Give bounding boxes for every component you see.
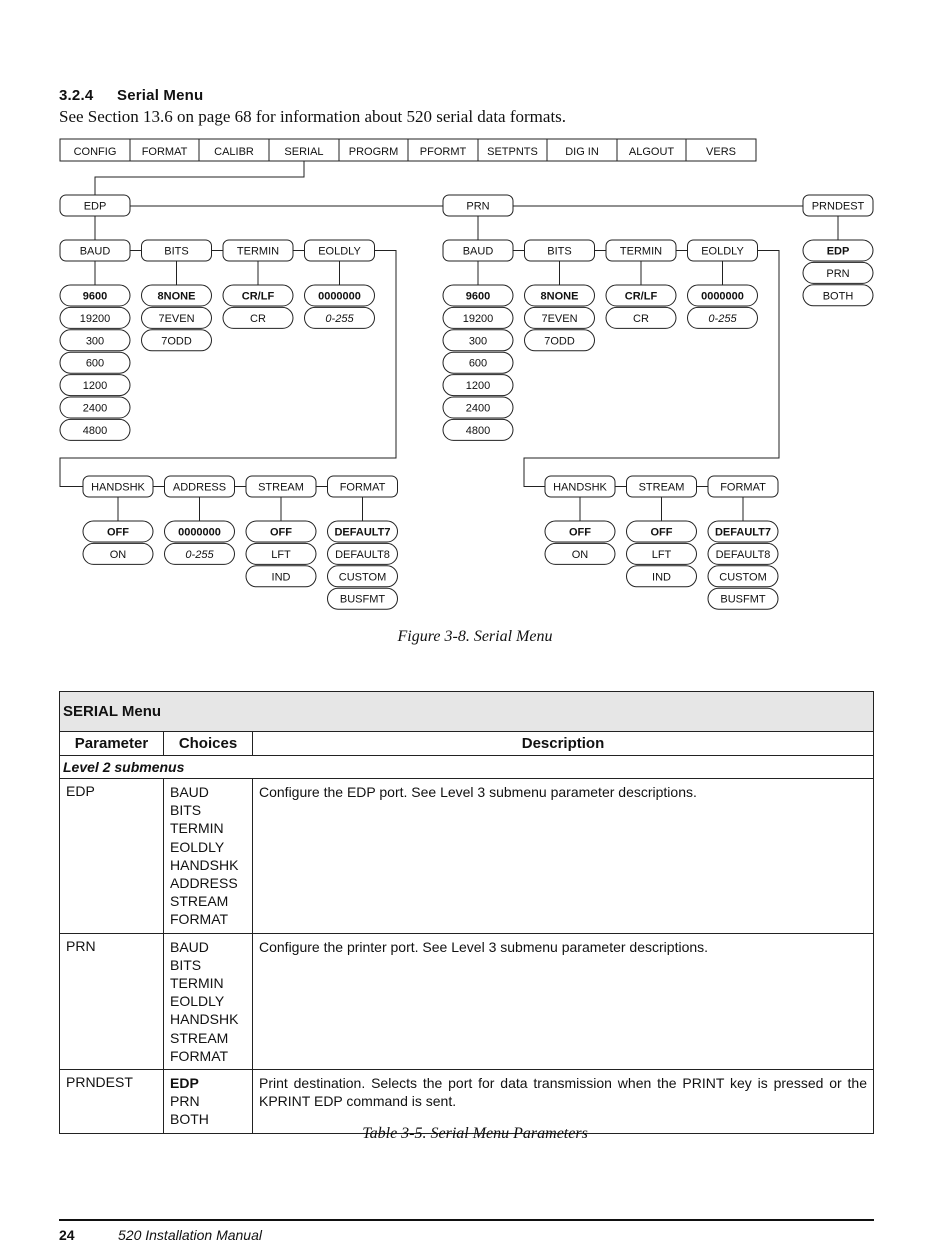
top-menu-item-label: ALGOUT (628, 146, 675, 158)
parameter-cell: EDP (60, 779, 164, 934)
menu-choice[interactable] (83, 521, 153, 542)
submenu-node-label: BITS (164, 245, 189, 258)
menu-choice-label: OFF (650, 526, 673, 539)
menu-choice-label: 7ODD (161, 335, 192, 348)
menu-choice-label: 2400 (465, 402, 491, 415)
top-menu-item[interactable] (617, 139, 686, 161)
submenu-node-label: HANDSHK (553, 481, 607, 494)
menu-choice-label: 0-255 (325, 312, 354, 325)
submenu-node-label: STREAM (258, 481, 304, 494)
top-menu-item-label: CALIBR (214, 146, 254, 158)
menu-choice-label: 0-255 (185, 548, 214, 561)
connector-line (95, 161, 304, 195)
menu-choice[interactable] (545, 543, 615, 564)
menu-choice[interactable] (688, 285, 758, 306)
submenu-node[interactable] (708, 476, 778, 497)
menu-choice-label: DEFAULT8 (715, 548, 771, 561)
menu-choice-label: LFT (651, 548, 672, 561)
menu-choice[interactable] (443, 419, 513, 440)
menu-choice-label: 7EVEN (541, 312, 578, 325)
top-menu-item[interactable] (339, 139, 408, 161)
choice-item: EOLDLY (170, 993, 225, 1010)
menu-choice-label: 4800 (465, 424, 491, 437)
submenu-node[interactable] (305, 240, 375, 261)
menu-choice[interactable] (328, 521, 398, 542)
choices-cell (164, 779, 253, 934)
menu-choice-label: 9600 (82, 290, 108, 303)
menu-choice-label: OFF (107, 526, 129, 539)
top-menu-item[interactable] (547, 139, 617, 161)
submenu-node[interactable] (627, 476, 697, 497)
top-menu-item-label: SETPNTS (487, 146, 538, 158)
column-header-choices: Choices (164, 732, 253, 756)
submenu-node[interactable] (60, 240, 130, 261)
menu-choice-label: 7ODD (544, 335, 575, 348)
menu-choice[interactable] (223, 307, 293, 328)
top-menu-item[interactable] (269, 139, 339, 161)
choice-item: TERMIN (170, 975, 224, 992)
choice-item: EOLDLY (170, 838, 225, 855)
serial-menu-table (59, 691, 874, 1134)
choice-item: ADDRESS (170, 875, 238, 892)
menu-choice-label: 300 (468, 335, 488, 348)
menu-choice-label: IND (652, 571, 671, 584)
table-caption: Table 3-5. Serial Menu Parameters (362, 1125, 588, 1142)
menu-choice[interactable] (443, 285, 513, 306)
edp-node[interactable] (60, 195, 130, 216)
top-menu-item-label: DIG IN (565, 146, 599, 158)
choice-item: STREAM (170, 893, 229, 910)
submenu-node[interactable] (142, 240, 212, 261)
menu-choice-label: OFF (270, 526, 292, 539)
menu-choice-label: 0000000 (701, 290, 744, 303)
submenu-node-label: EOLDLY (318, 245, 361, 258)
menu-choice[interactable] (246, 566, 316, 587)
menu-choice-label: DEFAULT8 (335, 548, 390, 561)
menu-choice[interactable] (60, 375, 130, 396)
choices-cell (164, 933, 253, 1069)
submenu-node[interactable] (606, 240, 676, 261)
menu-choice-label: 600 (468, 357, 488, 370)
top-menu-item[interactable] (130, 139, 199, 161)
choice-item: FORMAT (170, 911, 229, 928)
menu-choice-label: DEFAULT7 (714, 526, 772, 539)
table-title: SERIAL Menu (60, 692, 874, 732)
submenu-node-label: BAUD (462, 245, 494, 258)
menu-choice[interactable] (525, 285, 595, 306)
menu-choice-label: 19200 (79, 312, 111, 325)
table-body (60, 779, 874, 1134)
menu-choice-label: IND (271, 571, 291, 584)
parameter-cell: PRNDEST (60, 1070, 164, 1134)
submenu-node[interactable] (246, 476, 316, 497)
menu-choice[interactable] (545, 521, 615, 542)
menu-choice[interactable] (223, 285, 293, 306)
menu-choice[interactable] (328, 588, 398, 609)
top-menu-item-label: CONFIG (73, 146, 117, 158)
menu-choice-label: LFT (271, 548, 291, 561)
column-header-parameter: Parameter (60, 732, 164, 756)
menu-choice-label: CR/LF (241, 290, 275, 303)
menu-choice-label: 8NONE (157, 290, 196, 303)
menu-choice-label: OFF (569, 526, 591, 539)
menu-choice[interactable] (525, 330, 595, 351)
parameter-cell: PRN (60, 933, 164, 1069)
choice-item: HANDSHK (170, 856, 239, 873)
menu-choice[interactable] (60, 307, 130, 328)
submenu-node-label: EOLDLY (701, 245, 744, 258)
top-menu-item-label: PROGRM (348, 146, 399, 158)
choices-list (170, 938, 246, 1065)
top-menu-item-label: VERS (706, 146, 736, 158)
menu-choice-label: CUSTOM (338, 571, 387, 584)
menu-choice[interactable] (328, 543, 398, 564)
choice-item: EDP (170, 1075, 199, 1092)
column-header-description: Description (253, 732, 874, 756)
menu-choice[interactable] (165, 521, 235, 542)
menu-choice[interactable] (60, 285, 130, 306)
menu-choice[interactable] (142, 285, 212, 306)
submenu-node-label: ADDRESS (172, 481, 227, 494)
submenu-node[interactable] (83, 476, 153, 497)
menu-choice-label: 1200 (82, 380, 108, 393)
choice-item: BAUD (170, 784, 209, 800)
menu-choice-label: PRN (826, 267, 850, 280)
menu-choice-label: EDP (826, 245, 850, 258)
menu-choice[interactable] (627, 521, 697, 542)
submenu-node-label: TERMIN (619, 245, 663, 258)
submenu-node[interactable] (688, 240, 758, 261)
top-menu-item[interactable] (408, 139, 478, 161)
menu-choice[interactable] (443, 352, 513, 373)
menu-choice-label: BUSFMT (339, 593, 386, 606)
menu-choice[interactable] (328, 566, 398, 587)
menu-choice[interactable] (60, 352, 130, 373)
submenu-node[interactable] (545, 476, 615, 497)
menu-choice-label: 19200 (462, 312, 494, 325)
choice-item: HANDSHK (170, 1011, 239, 1028)
menu-choice-label: 0000000 (178, 526, 221, 539)
submenu-node[interactable] (443, 240, 513, 261)
menu-choice-label: ON (571, 548, 589, 561)
top-menu-item-label: FORMAT (141, 146, 188, 158)
submenu-node-label: FORMAT (339, 481, 386, 494)
menu-choice-label: 600 (85, 357, 105, 370)
menu-choice[interactable] (803, 285, 873, 306)
menu-choice[interactable] (246, 521, 316, 542)
menu-choice-label: BUSFMT (720, 593, 766, 606)
choices-list (170, 1074, 246, 1129)
top-menu-item[interactable] (478, 139, 547, 161)
menu-choice-label: 7EVEN (158, 312, 195, 325)
choice-item: BAUD (170, 938, 209, 955)
menu-choice[interactable] (443, 375, 513, 396)
choice-item: BOTH (170, 1111, 209, 1128)
menu-choice[interactable] (165, 543, 235, 564)
choice-item: TERMIN (170, 820, 224, 837)
menu-choice[interactable] (688, 307, 758, 328)
choices-list (170, 783, 246, 929)
submenu-node-label: HANDSHK (91, 481, 145, 494)
submenu-node-label: FORMAT (720, 481, 766, 494)
menu-choice-label: CR/LF (624, 290, 658, 303)
submenu-node[interactable] (165, 476, 235, 497)
menu-choice-label: 4800 (82, 424, 108, 437)
menu-choice-label: CR (250, 312, 266, 325)
menu-choice-label: 300 (85, 335, 105, 348)
menu-choice[interactable] (606, 285, 676, 306)
menu-choice[interactable] (803, 262, 873, 283)
menu-choice[interactable] (443, 307, 513, 328)
menu-choice-label: 0000000 (318, 290, 361, 303)
top-menu-item-label: SERIAL (284, 146, 324, 158)
prn-node-label: PRN (466, 200, 490, 213)
choice-item: BITS (170, 956, 202, 973)
figure-caption: Figure 3-8. Serial Menu (397, 628, 553, 645)
menu-choice-label: BOTH (822, 290, 854, 303)
menu-choice[interactable] (525, 307, 595, 328)
menu-choice[interactable] (142, 307, 212, 328)
prndest-node-label: PRNDEST (811, 200, 865, 213)
menu-choice-label: 9600 (465, 290, 491, 303)
choice-item: STREAM (170, 1029, 229, 1046)
choice-item: PRN (170, 1093, 200, 1110)
menu-choice-label: 1200 (465, 380, 491, 393)
page-number: 24 (59, 1227, 75, 1243)
section-title: Serial Menu (117, 87, 204, 104)
description-cell: Print destination. Selects the port for data transmission when the PRINT key is pressed or the KPRINT EDP command is sent. (253, 1070, 874, 1134)
table-row (60, 933, 874, 1069)
menu-choice[interactable] (606, 307, 676, 328)
prn-node[interactable] (443, 195, 513, 216)
menu-choice-label: 2400 (82, 402, 108, 415)
menu-choice-label: CR (633, 312, 649, 325)
edp-node-label: EDP (83, 200, 107, 213)
top-menu-item-label: PFORMT (419, 146, 467, 158)
intro-paragraph: See Section 13.6 on page 68 for information about 520 serial data formats. (59, 107, 567, 126)
description-cell: Configure the printer port. See Level 3 submenu parameter descriptions. (253, 933, 874, 1069)
menu-choice[interactable] (708, 566, 778, 587)
serial-menu-diagram (0, 0, 950, 620)
menu-choice[interactable] (708, 543, 778, 564)
submenu-node[interactable] (525, 240, 595, 261)
submenu-node-label: STREAM (638, 481, 685, 494)
menu-choice[interactable] (83, 543, 153, 564)
table-row (60, 779, 874, 934)
menu-choice[interactable] (627, 566, 697, 587)
manual-title: 520 Installation Manual (118, 1227, 262, 1243)
menu-choice[interactable] (443, 397, 513, 418)
choices-cell (164, 1070, 253, 1134)
level-label: Level 2 submenus (60, 756, 874, 779)
prndest-node[interactable] (803, 195, 873, 216)
menu-choice-label: DEFAULT7 (334, 526, 391, 539)
menu-choice[interactable] (60, 330, 130, 351)
menu-choice-label: 0-255 (708, 312, 737, 325)
menu-choice[interactable] (305, 285, 375, 306)
description-cell: Configure the EDP port. See Level 3 submenu parameter descriptions. (253, 779, 874, 934)
menu-choice[interactable] (246, 543, 316, 564)
table-row (60, 1070, 874, 1134)
submenu-node-label: BAUD (79, 245, 111, 258)
menu-choice[interactable] (443, 330, 513, 351)
choice-item: FORMAT (170, 1047, 229, 1064)
menu-choice-label: 8NONE (540, 290, 579, 303)
submenu-node[interactable] (223, 240, 293, 261)
top-menu-item[interactable] (686, 139, 756, 161)
section-number: 3.2.4 (59, 87, 94, 104)
menu-choice-label: CUSTOM (719, 571, 767, 584)
menu-choice[interactable] (60, 419, 130, 440)
menu-choice[interactable] (627, 543, 697, 564)
menu-choice[interactable] (803, 240, 873, 261)
top-menu-item[interactable] (60, 139, 130, 161)
submenu-node-label: BITS (547, 245, 572, 258)
menu-choice[interactable] (60, 397, 130, 418)
menu-choice[interactable] (305, 307, 375, 328)
submenu-node-label: TERMIN (236, 245, 280, 258)
menu-choice-label: ON (109, 548, 127, 561)
top-menu-item[interactable] (199, 139, 269, 161)
menu-choice[interactable] (708, 521, 778, 542)
menu-choice[interactable] (142, 330, 212, 351)
footer-rule (59, 1219, 874, 1221)
choice-item: BITS (170, 802, 202, 819)
submenu-node[interactable] (328, 476, 398, 497)
menu-choice[interactable] (708, 588, 778, 609)
